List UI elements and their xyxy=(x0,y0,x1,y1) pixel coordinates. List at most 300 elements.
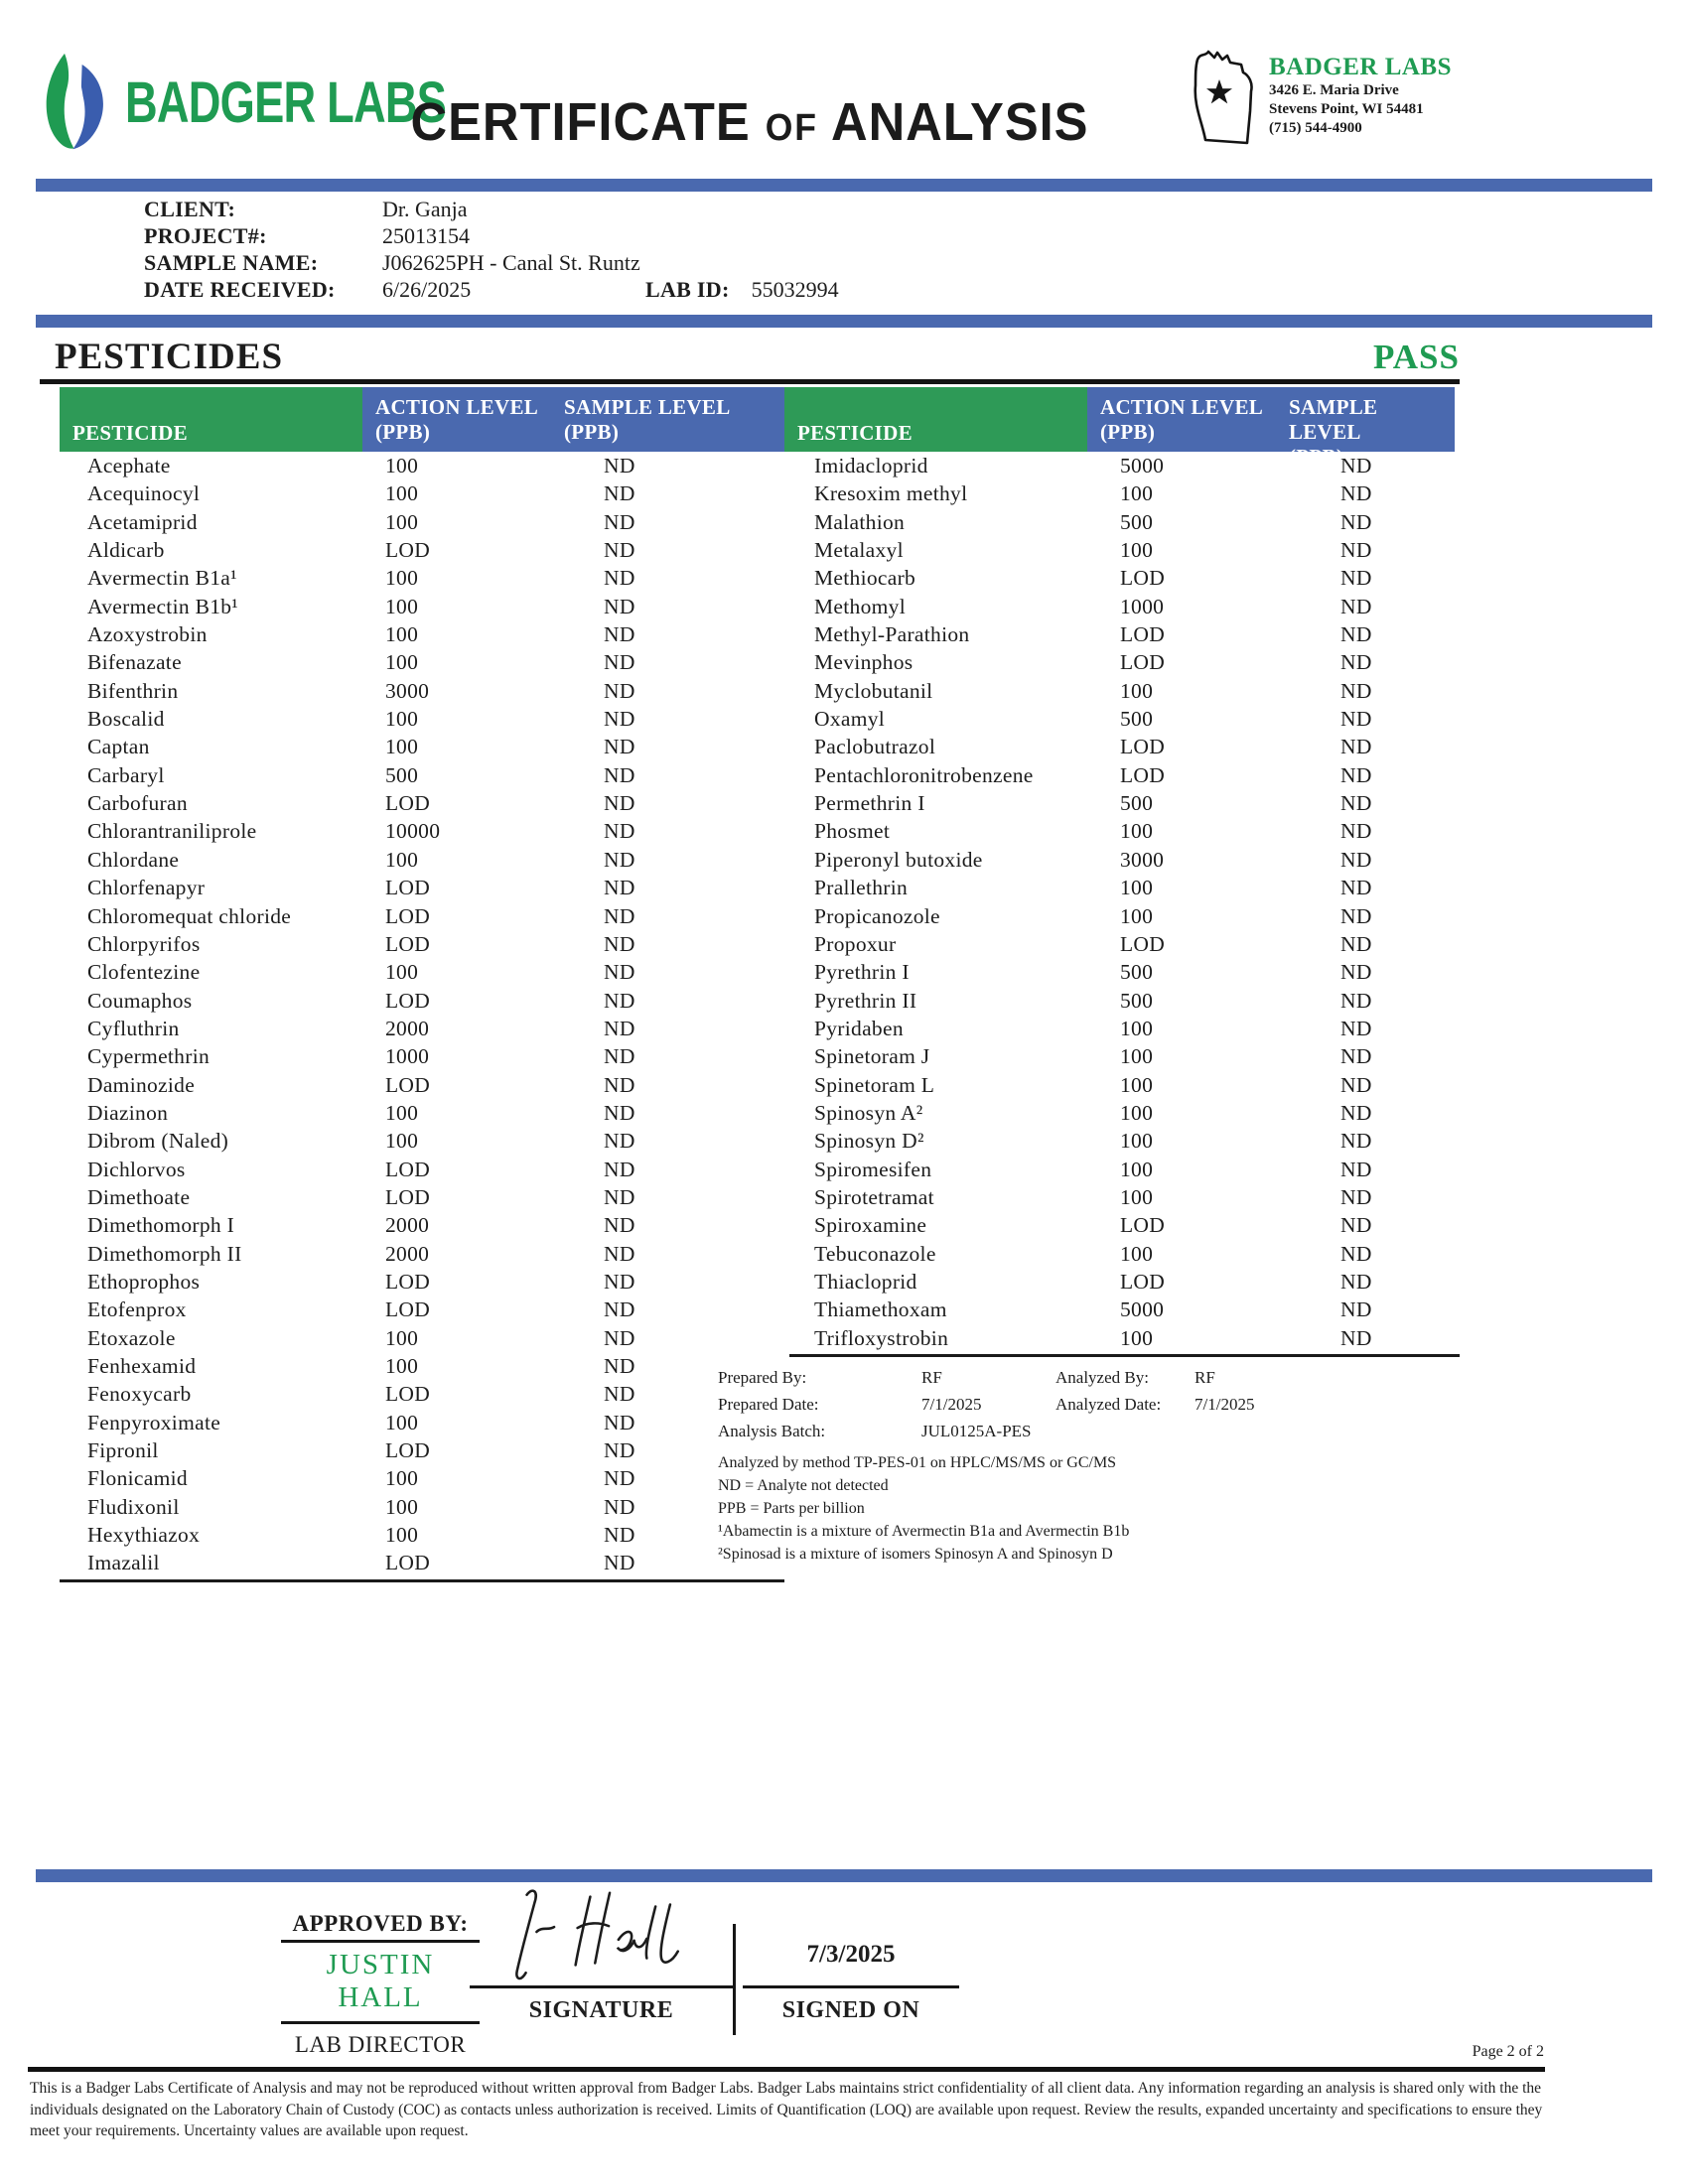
logo-wordmark: BADGER LABS xyxy=(125,69,447,135)
table-row xyxy=(784,1042,1460,1070)
cell-name: Etoxazole xyxy=(87,1325,176,1350)
cell-action: 100 xyxy=(385,509,419,534)
cell-action: 2000 xyxy=(385,1213,430,1238)
cell-action: 100 xyxy=(385,1494,419,1519)
table-row xyxy=(60,479,784,507)
cell-sample: ND xyxy=(604,538,635,563)
table-row xyxy=(784,817,1460,845)
table-row xyxy=(60,1015,784,1042)
analysis-batch-label: Analysis Batch: xyxy=(718,1422,826,1440)
cell-name: Permethrin I xyxy=(814,791,925,816)
cell-action: LOD xyxy=(385,1157,431,1181)
cell-action: LOD xyxy=(385,876,431,900)
cell-action: 5000 xyxy=(1120,454,1165,478)
lab-address-line2: Stevens Point, WI 54481 xyxy=(1269,101,1424,117)
cell-name: Ethoprophos xyxy=(87,1269,201,1294)
cell-action: 500 xyxy=(1120,960,1154,985)
cell-name: Spinetoram L xyxy=(814,1072,935,1097)
cell-action: 100 xyxy=(385,707,419,732)
cell-sample: ND xyxy=(1340,678,1372,703)
cell-action: LOD xyxy=(385,1551,431,1575)
cell-action: 500 xyxy=(1120,509,1154,534)
cell-action: 500 xyxy=(385,762,419,787)
cell-action: LOD xyxy=(385,988,431,1013)
lab-address-block xyxy=(1182,48,1452,151)
approved-by-label: APPROVED BY: xyxy=(281,1911,480,1943)
table-row xyxy=(60,1211,784,1239)
cell-sample: ND xyxy=(1340,819,1372,844)
cell-name: Imazalil xyxy=(87,1551,160,1575)
cell-name: Prallethrin xyxy=(814,876,909,900)
cell-sample: ND xyxy=(1340,538,1372,563)
table-row xyxy=(60,1409,784,1436)
client-info-row xyxy=(144,223,640,250)
table-header-left xyxy=(60,387,784,452)
cell-sample: ND xyxy=(1340,762,1372,787)
signature-line xyxy=(470,1985,733,1988)
disclaimer-line: meet your requirements. Uncertainty values are available upon request. xyxy=(30,2122,469,2139)
table-row xyxy=(784,902,1460,930)
cell-action: 1000 xyxy=(385,1044,430,1069)
cell-action: 100 xyxy=(385,960,419,985)
cell-name: Etofenprox xyxy=(87,1297,187,1322)
cell-name: Imidacloprid xyxy=(814,454,928,478)
cell-action: 100 xyxy=(385,1354,419,1378)
signed-on-label: SIGNED ON xyxy=(781,1997,920,2023)
cell-action: 100 xyxy=(1120,1072,1154,1097)
cell-action: 100 xyxy=(385,735,419,759)
client-info-value: Dr. Ganja xyxy=(382,197,468,221)
client-info-value: J062625PH - Canal St. Runtz xyxy=(382,250,640,275)
cell-name: Pyridaben xyxy=(814,1016,904,1040)
result-badge: PASS xyxy=(1373,338,1460,376)
cell-name: Carbaryl xyxy=(87,762,165,787)
client-info-label: DATE RECEIVED: xyxy=(144,277,336,302)
analysis-batch-value: JUL0125A-PES xyxy=(921,1422,1032,1440)
cell-sample: ND xyxy=(1340,1325,1372,1350)
cell-action: 100 xyxy=(1120,819,1154,844)
table-row xyxy=(60,902,784,930)
signature-divider xyxy=(733,1924,736,2035)
table-row xyxy=(60,846,784,874)
cell-action: 100 xyxy=(385,1100,419,1125)
cell-name: Bifenazate xyxy=(87,650,182,675)
cell-action: LOD xyxy=(385,903,431,928)
table-row xyxy=(60,1127,784,1155)
cell-sample: ND xyxy=(604,847,635,872)
cell-name: Acephate xyxy=(87,454,171,478)
section-title: PESTICIDES xyxy=(55,337,284,377)
cell-sample: ND xyxy=(1340,1269,1372,1294)
cell-name: Aldicarb xyxy=(87,538,165,563)
table-row xyxy=(784,1240,1460,1268)
client-info-row xyxy=(144,197,640,223)
table-row xyxy=(784,648,1460,676)
table-row xyxy=(60,1268,784,1296)
cell-action: 500 xyxy=(1120,988,1154,1013)
cell-sample: ND xyxy=(604,1297,635,1322)
cell-action: 100 xyxy=(385,622,419,647)
cell-name: Chlorfenapyr xyxy=(87,876,206,900)
cell-name: Trifloxystrobin xyxy=(814,1325,949,1350)
cell-name: Acequinocyl xyxy=(87,481,201,506)
cell-name: Myclobutanil xyxy=(814,678,933,703)
client-info-block xyxy=(144,197,640,304)
cell-sample: ND xyxy=(604,1410,635,1434)
cell-sample: ND xyxy=(1340,876,1372,900)
lab-id xyxy=(645,277,839,304)
cell-action: LOD xyxy=(385,1297,431,1322)
cell-sample: ND xyxy=(604,988,635,1013)
cell-sample: ND xyxy=(1340,1184,1372,1209)
cell-action: 100 xyxy=(385,1129,419,1154)
cell-sample: ND xyxy=(1340,931,1372,956)
table-row xyxy=(784,593,1460,620)
disclaimer-text xyxy=(30,2078,1549,2142)
column-header-pesticide: PESTICIDE xyxy=(60,387,362,452)
divider-bar-middle xyxy=(36,315,1652,328)
cell-name: Propicanozole xyxy=(814,903,940,928)
table-row xyxy=(784,564,1460,592)
cell-name: Spinosyn A² xyxy=(814,1100,923,1125)
table-row xyxy=(60,987,784,1015)
cell-action: 100 xyxy=(385,481,419,506)
client-info-value: 25013154 xyxy=(382,223,470,248)
cell-sample: ND xyxy=(604,876,635,900)
table-row xyxy=(60,1324,784,1352)
table-row xyxy=(60,452,784,479)
cell-sample: ND xyxy=(604,903,635,928)
cell-sample: ND xyxy=(604,594,635,618)
table-row xyxy=(60,789,784,817)
cell-sample: ND xyxy=(1340,988,1372,1013)
cell-action: 100 xyxy=(385,847,419,872)
cell-action: 100 xyxy=(1120,1325,1154,1350)
table-row xyxy=(784,1268,1460,1296)
cell-sample: ND xyxy=(1340,847,1372,872)
cell-sample: ND xyxy=(1340,1157,1372,1181)
cell-name: Dimethoate xyxy=(87,1184,191,1209)
cell-action: 100 xyxy=(1120,1100,1154,1125)
cell-sample: ND xyxy=(604,1438,635,1463)
cell-name: Chlorpyrifos xyxy=(87,931,201,956)
cell-action: 100 xyxy=(1120,1241,1154,1266)
cell-sample: ND xyxy=(604,1016,635,1040)
cell-sample: ND xyxy=(1340,1241,1372,1266)
table-row xyxy=(60,593,784,620)
cell-name: Clofentezine xyxy=(87,960,201,985)
prepared-by-value: RF xyxy=(921,1368,942,1387)
cell-sample: ND xyxy=(1340,481,1372,506)
table-row xyxy=(60,1099,784,1127)
cell-action: 100 xyxy=(1120,1044,1154,1069)
cell-sample: ND xyxy=(1340,566,1372,591)
table-row xyxy=(60,1380,784,1408)
table-row xyxy=(60,677,784,705)
table-row xyxy=(60,1240,784,1268)
cell-action: 500 xyxy=(1120,707,1154,732)
cell-sample: ND xyxy=(1340,1297,1372,1322)
cell-action: LOD xyxy=(385,1072,431,1097)
cell-action: 100 xyxy=(1120,903,1154,928)
cell-name: Flonicamid xyxy=(87,1466,188,1491)
cell-sample: ND xyxy=(1340,1213,1372,1238)
table-row xyxy=(784,789,1460,817)
cell-sample: ND xyxy=(1340,509,1372,534)
analysis-meta-block xyxy=(718,1368,1254,1565)
lab-id-label: LAB ID: xyxy=(645,277,730,302)
cell-action: LOD xyxy=(1120,931,1166,956)
table-row xyxy=(784,452,1460,479)
cell-action: 10000 xyxy=(385,819,441,844)
cell-name: Spinetoram J xyxy=(814,1044,930,1069)
cell-action: 100 xyxy=(385,1410,419,1434)
cell-sample: ND xyxy=(1340,622,1372,647)
cell-action: 100 xyxy=(385,650,419,675)
cell-sample: ND xyxy=(604,1129,635,1154)
cell-action: LOD xyxy=(385,1382,431,1407)
cell-sample: ND xyxy=(604,791,635,816)
cell-name: Thiamethoxam xyxy=(814,1297,947,1322)
analyzed-date-label: Analyzed Date: xyxy=(1055,1395,1162,1414)
cell-sample: ND xyxy=(1340,594,1372,618)
cell-name: Spiroxamine xyxy=(814,1213,927,1238)
page-number: Page 2 of 2 xyxy=(1472,2043,1544,2060)
cell-name: Mevinphos xyxy=(814,650,914,675)
cell-sample: ND xyxy=(1340,707,1372,732)
table-bottom-rule-left xyxy=(60,1579,784,1582)
column-header-sample-level: SAMPLE LEVEL (PPB) xyxy=(551,387,784,452)
approved-by-block xyxy=(281,1911,480,2058)
cell-action: 100 xyxy=(1120,1129,1154,1154)
cell-action: 3000 xyxy=(385,678,430,703)
table-row xyxy=(60,508,784,536)
cell-action: LOD xyxy=(1120,1269,1166,1294)
table-row xyxy=(60,648,784,676)
cell-sample: ND xyxy=(1340,1129,1372,1154)
table-row xyxy=(784,761,1460,789)
document-title: CERTIFICATE OF ANALYSIS xyxy=(410,92,1089,152)
table-row xyxy=(60,1493,784,1521)
cell-name: Fludixonil xyxy=(87,1494,180,1519)
table-row xyxy=(60,874,784,901)
cell-sample: ND xyxy=(604,1466,635,1491)
table-bottom-rule-right xyxy=(789,1354,1460,1357)
table-row xyxy=(784,1071,1460,1099)
cell-name: Chlordane xyxy=(87,847,180,872)
section-rule xyxy=(40,379,1460,384)
table-row xyxy=(60,733,784,760)
cell-sample: ND xyxy=(604,960,635,985)
cell-name: Tebuconazole xyxy=(814,1241,936,1266)
approver-title: LAB DIRECTOR xyxy=(294,2032,467,2057)
cell-name: Kresoxim methyl xyxy=(814,481,968,506)
cell-action: 100 xyxy=(385,1325,419,1350)
table-row xyxy=(784,1156,1460,1183)
cell-action: 2000 xyxy=(385,1241,430,1266)
cell-name: Fenhexamid xyxy=(87,1354,197,1378)
signed-on-date: 7/3/2025 xyxy=(806,1941,896,1968)
table-row xyxy=(60,1436,784,1464)
cell-sample: ND xyxy=(604,1213,635,1238)
cell-sample: ND xyxy=(1340,791,1372,816)
cell-sample: ND xyxy=(604,622,635,647)
cell-name: Propoxur xyxy=(814,931,897,956)
divider-bar-footer xyxy=(36,1869,1652,1882)
cell-name: Coumaphos xyxy=(87,988,193,1013)
footnote-spinosad: ²Spinosad is a mixture of isomers Spinosyn A and Spinosyn D xyxy=(718,1546,1113,1563)
cell-name: Spiromesifen xyxy=(814,1157,932,1181)
cell-name: Chlorantraniliprole xyxy=(87,819,257,844)
cell-action: 100 xyxy=(1120,1184,1154,1209)
column-header-pesticide: PESTICIDE xyxy=(784,387,1087,452)
method-note: Analyzed by method TP-PES-01 on HPLC/MS/MS or GC/MS xyxy=(718,1454,1117,1471)
cell-name: Pentachloronitrobenzene xyxy=(814,762,1034,787)
cell-action: LOD xyxy=(1120,735,1166,759)
table-row xyxy=(784,677,1460,705)
leaf-logo-icon xyxy=(36,52,119,153)
analyzed-date-value: 7/1/2025 xyxy=(1195,1395,1255,1414)
cell-sample: ND xyxy=(604,762,635,787)
cell-action: 100 xyxy=(1120,538,1154,563)
cell-sample: ND xyxy=(1340,1016,1372,1040)
cell-name: Dimethomorph I xyxy=(87,1213,235,1238)
lab-name: BADGER LABS xyxy=(1269,54,1453,80)
client-info-label: CLIENT: xyxy=(144,197,236,221)
table-row xyxy=(60,620,784,648)
cell-sample: ND xyxy=(604,454,635,478)
cell-name: Avermectin B1a¹ xyxy=(87,566,237,591)
column-header-action-level: ACTION LEVEL (PPB) xyxy=(362,387,551,452)
cell-sample: ND xyxy=(604,650,635,675)
table-row xyxy=(784,1099,1460,1127)
cell-sample: ND xyxy=(604,1100,635,1125)
cell-name: Methyl-Parathion xyxy=(814,622,970,647)
table-row xyxy=(784,1183,1460,1211)
cell-sample: ND xyxy=(604,1241,635,1266)
cell-sample: ND xyxy=(604,566,635,591)
cell-name: Acetamiprid xyxy=(87,509,198,534)
table-row xyxy=(784,930,1460,958)
cell-sample: ND xyxy=(604,1354,635,1378)
cell-action: LOD xyxy=(1120,1213,1166,1238)
cell-name: Thiacloprid xyxy=(814,1269,917,1294)
cell-name: Pyrethrin I xyxy=(814,960,910,985)
cell-action: 100 xyxy=(1120,1157,1154,1181)
cell-name: Dichlorvos xyxy=(87,1157,186,1181)
cell-name: Carbofuran xyxy=(87,791,188,816)
cell-sample: ND xyxy=(1340,735,1372,759)
client-info-row xyxy=(144,250,640,277)
signed-on-line xyxy=(743,1985,959,1988)
table-row xyxy=(60,705,784,733)
cell-name: Chloromequat chloride xyxy=(87,903,292,928)
table-row xyxy=(60,536,784,564)
prepared-by-label: Prepared By: xyxy=(718,1368,807,1387)
analyzed-by-value: RF xyxy=(1195,1368,1215,1387)
table-row xyxy=(784,536,1460,564)
cell-name: Hexythiazox xyxy=(87,1523,201,1548)
table-row xyxy=(60,1071,784,1099)
client-info-label: PROJECT#: xyxy=(144,223,267,248)
cell-action: LOD xyxy=(385,1438,431,1463)
cell-action: LOD xyxy=(1120,622,1166,647)
cell-name: Diazinon xyxy=(87,1100,169,1125)
table-row xyxy=(784,1324,1460,1352)
lab-phone: (715) 544-4900 xyxy=(1269,120,1362,136)
table-row xyxy=(60,1549,784,1576)
client-info-row xyxy=(144,277,640,304)
cell-sample: ND xyxy=(604,1184,635,1209)
cell-action: 100 xyxy=(385,594,419,618)
cell-name: Avermectin B1b¹ xyxy=(87,594,239,618)
prepared-date-value: 7/1/2025 xyxy=(921,1395,982,1414)
cell-name: Fipronil xyxy=(87,1438,159,1463)
cell-sample: ND xyxy=(604,1523,635,1548)
cell-name: Methiocarb xyxy=(814,566,916,591)
cell-action: LOD xyxy=(1120,566,1166,591)
cell-name: Cypermethrin xyxy=(87,1044,211,1069)
cell-name: Fenpyroximate xyxy=(87,1410,221,1434)
client-info-value: 6/26/2025 xyxy=(382,277,472,302)
table-row xyxy=(60,1042,784,1070)
table-row xyxy=(784,846,1460,874)
cell-name: Cyfluthrin xyxy=(87,1016,180,1040)
cell-name: Fenoxycarb xyxy=(87,1382,192,1407)
wisconsin-state-icon xyxy=(1182,48,1261,151)
cell-sample: ND xyxy=(1340,960,1372,985)
table-row xyxy=(60,1352,784,1380)
table-row xyxy=(60,1156,784,1183)
table-row xyxy=(784,1015,1460,1042)
table-row xyxy=(784,1127,1460,1155)
cell-sample: ND xyxy=(604,735,635,759)
cell-name: Oxamyl xyxy=(814,707,886,732)
table-row xyxy=(784,620,1460,648)
cell-sample: ND xyxy=(604,1044,635,1069)
cell-action: LOD xyxy=(1120,762,1166,787)
cell-name: Azoxystrobin xyxy=(87,622,208,647)
cell-action: LOD xyxy=(385,1184,431,1209)
cell-action: 100 xyxy=(1120,481,1154,506)
cell-sample: ND xyxy=(1340,903,1372,928)
cell-action: 100 xyxy=(1120,1016,1154,1040)
cell-action: 100 xyxy=(385,454,419,478)
cell-name: Dimethomorph II xyxy=(87,1241,242,1266)
table-row xyxy=(784,733,1460,760)
footnote-abamectin: ¹Abamectin is a mixture of Avermectin B1a and Avermectin B1b xyxy=(718,1523,1130,1540)
table-row xyxy=(784,479,1460,507)
cell-action: 100 xyxy=(1120,678,1154,703)
prepared-date-label: Prepared Date: xyxy=(718,1395,819,1414)
cell-action: 100 xyxy=(385,1523,419,1548)
cell-action: 100 xyxy=(385,1466,419,1491)
cell-sample: ND xyxy=(604,1269,635,1294)
nd-note: ND = Analyte not detected xyxy=(718,1477,889,1494)
cell-action: 2000 xyxy=(385,1016,430,1040)
table-row xyxy=(60,761,784,789)
cell-name: Pyrethrin II xyxy=(814,988,917,1013)
cell-sample: ND xyxy=(1340,1072,1372,1097)
cell-action: 3000 xyxy=(1120,847,1165,872)
cell-sample: ND xyxy=(604,1382,635,1407)
analyzed-by-label: Analyzed By: xyxy=(1055,1368,1149,1387)
pesticide-table-left xyxy=(60,452,784,1577)
cell-sample: ND xyxy=(604,509,635,534)
cell-sample: ND xyxy=(604,1551,635,1575)
signature-script xyxy=(492,1879,730,1986)
column-header-action-level: ACTION LEVEL (PPB) xyxy=(1087,387,1276,452)
